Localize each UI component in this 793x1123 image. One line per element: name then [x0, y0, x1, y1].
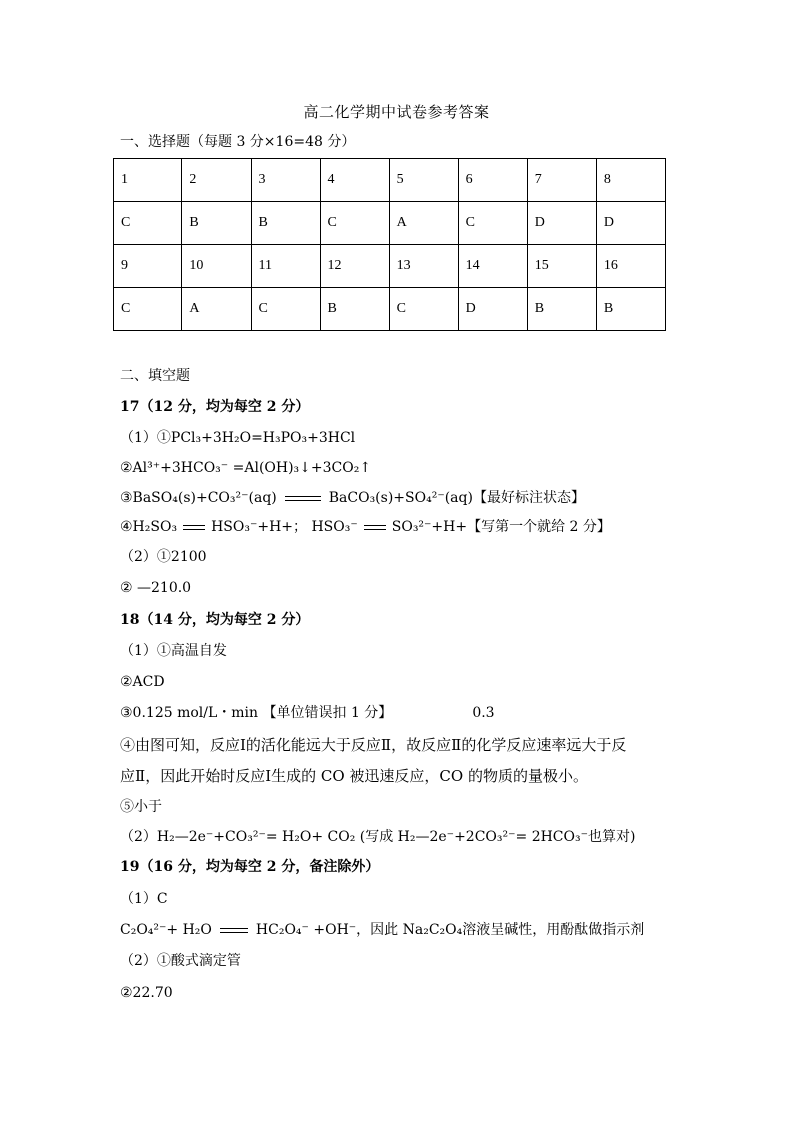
q18-line-3-a: ③0.125 mol/L・min 【单位错误扣 1 分】 — [120, 705, 393, 721]
q18-line-7: （2）H₂—2e⁻+CO₃²⁻= H₂O+ CO₂ (写成 H₂—2e⁻+2CO₃²⁻= 2HCO₃⁻也算对) — [120, 829, 636, 845]
page-title: 高二化学期中试卷参考答案 — [303, 103, 490, 121]
answer-cell: C — [458, 202, 527, 245]
section-1-heading: 一、选择题（每题 3 分×16=48 分） — [120, 134, 356, 150]
answer-cell: B — [596, 288, 665, 331]
q17-heading: 17（12 分，均为每空 2 分） — [120, 399, 310, 415]
question-number-row — [114, 245, 666, 288]
question-number-row — [114, 159, 666, 202]
q17-line-1: （1）①PCl₃+3H₂O=H₃PO₃+3HCl — [120, 430, 356, 446]
q17-line-6: ② —210.0 — [120, 580, 192, 596]
answer-row — [114, 288, 666, 331]
question-number-cell: 10 — [182, 245, 251, 288]
q17-line-4 — [120, 517, 611, 537]
q18-heading: 18（14 分，均为每空 2 分） — [120, 612, 310, 628]
question-number-cell: 7 — [527, 159, 596, 202]
answer-cell: D — [458, 288, 527, 331]
q17-line-3-left: ③BaSO₄(s)+CO₃²⁻(aq) — [120, 490, 277, 506]
answer-cell: B — [251, 202, 320, 245]
answer-cell: B — [527, 288, 596, 331]
equilibrium-arrow-icon — [362, 522, 388, 532]
answer-cell: C — [251, 288, 320, 331]
answer-cell: B — [320, 288, 389, 331]
q18-line-3-b: 0.3 — [472, 705, 495, 721]
equilibrium-arrow-icon — [218, 925, 250, 935]
q17-line-2: ②Al³⁺+3HCO₃⁻ =Al(OH)₃↓+3CO₂↑ — [120, 460, 372, 476]
q17-line-4-a: ④H₂SO₃ — [120, 519, 178, 535]
q17-line-4-c: SO₃²⁻+H+【写第一个就给 2 分】 — [391, 519, 611, 535]
answer-cell: C — [114, 288, 182, 331]
question-number-cell: 9 — [114, 245, 182, 288]
q18-line-3 — [120, 703, 495, 723]
question-number-cell: 5 — [389, 159, 458, 202]
answer-cell: C — [389, 288, 458, 331]
answer-cell: A — [182, 288, 251, 331]
q18-line-5: 应Ⅱ，因此开始时反应Ⅰ生成的 CO 被迅速反应，CO 的物质的量极小。 — [120, 767, 588, 785]
q18-line-6: ⑤小于 — [120, 799, 162, 815]
answer-cell: B — [182, 202, 251, 245]
q19-heading: 19（16 分，均为每空 2 分，备注除外） — [120, 859, 380, 875]
q17-line-3 — [120, 488, 585, 508]
question-number-cell: 13 — [389, 245, 458, 288]
question-number-cell: 8 — [596, 159, 665, 202]
question-number-cell: 11 — [251, 245, 320, 288]
q17-line-5: （2）①2100 — [120, 549, 207, 565]
q19-line-2-a: C₂O₄²⁻+ H₂O — [120, 922, 212, 938]
q18-line-1: （1）①高温自发 — [120, 643, 227, 659]
question-number-cell: 16 — [596, 245, 665, 288]
answer-cell: D — [596, 202, 665, 245]
section-2-heading: 二、填空题 — [120, 368, 190, 384]
question-number-cell: 15 — [527, 245, 596, 288]
equilibrium-arrow-icon — [283, 493, 323, 503]
answer-cell: A — [389, 202, 458, 245]
q17-line-4-b: HSO₃⁻+H+； HSO₃⁻ — [211, 519, 358, 535]
question-number-cell: 2 — [182, 159, 251, 202]
q19-line-1: （1）C — [120, 891, 168, 907]
answer-table — [113, 158, 666, 331]
q18-line-2: ②ACD — [120, 674, 165, 690]
question-number-cell: 14 — [458, 245, 527, 288]
question-number-cell: 4 — [320, 159, 389, 202]
question-number-cell: 6 — [458, 159, 527, 202]
answer-cell: C — [320, 202, 389, 245]
question-number-cell: 12 — [320, 245, 389, 288]
q17-line-3-right: BaCO₃(s)+SO₄²⁻(aq)【最好标注状态】 — [328, 490, 585, 506]
answer-cell: D — [527, 202, 596, 245]
q19-line-2-b: HC₂O₄⁻ +OH⁻，因此 Na₂C₂O₄溶液呈碱性，用酚酞做指示剂 — [255, 922, 645, 938]
q19-line-3: （2）①酸式滴定管 — [120, 953, 241, 969]
question-number-cell: 3 — [251, 159, 320, 202]
q18-line-4: ④由图可知，反应Ⅰ的活化能远大于反应Ⅱ，故反应Ⅱ的化学反应速率远大于反 — [120, 736, 627, 754]
answer-row — [114, 202, 666, 245]
answer-cell: C — [114, 202, 182, 245]
question-number-cell: 1 — [114, 159, 182, 202]
q19-line-4: ②22.70 — [120, 985, 173, 1001]
equilibrium-arrow-icon — [181, 522, 207, 532]
q19-line-2 — [120, 920, 644, 940]
